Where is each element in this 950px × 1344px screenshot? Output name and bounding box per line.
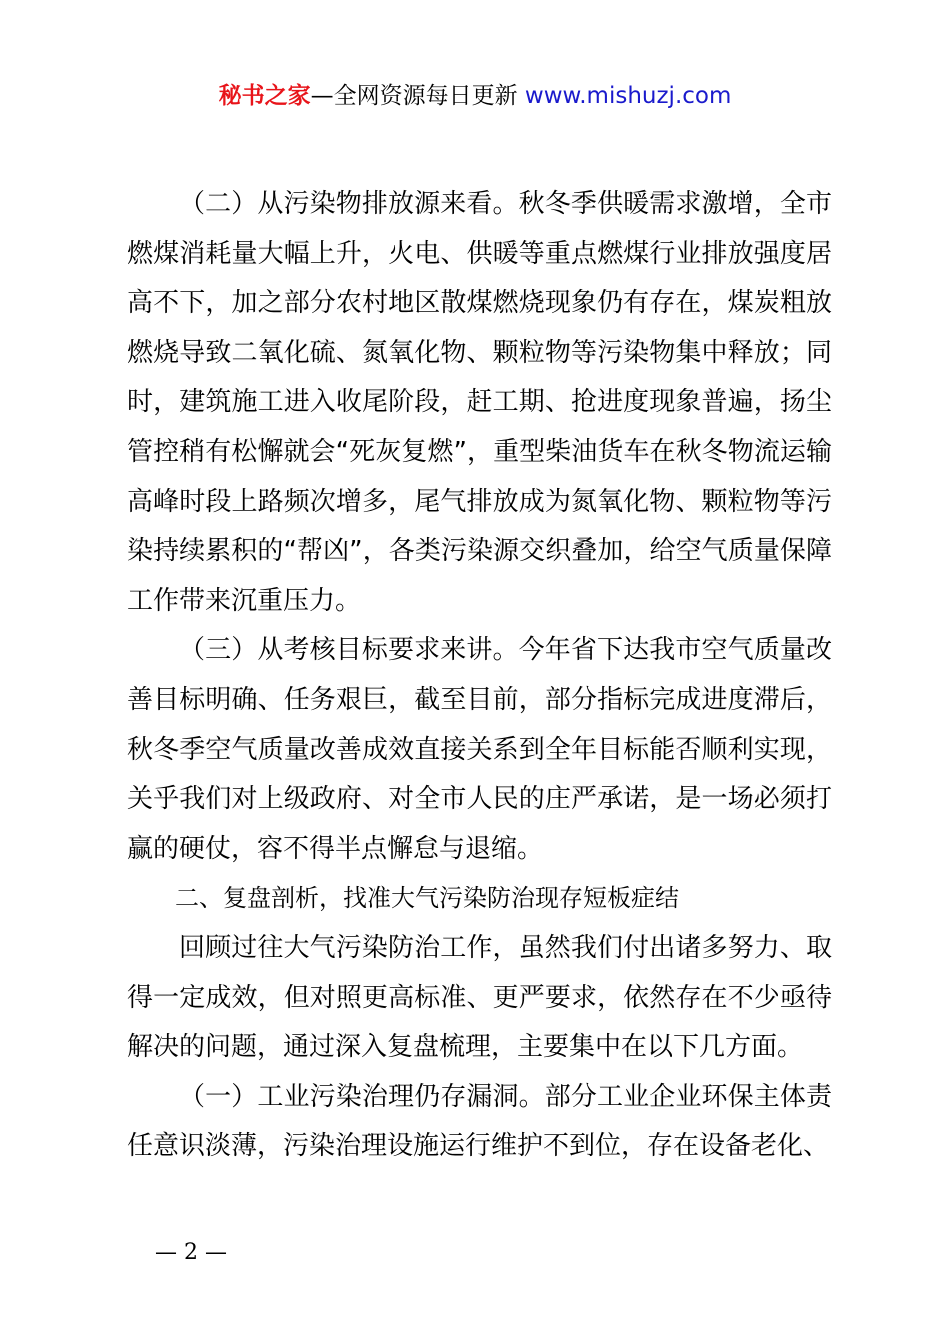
paragraph-assessment-targets: （三）从考核目标要求来讲。今年省下达我市空气质量改善目标明确、任务艰巨，截至目前，部分指标完成进度滞后，秋冬季空气质量改善成效直接关系到全年目标能否顺利实现，关乎我们对上级政府、对全市人民的庄严承诺，是一场必须打赢的硬仗，容不得半点懈怠与退缩。 xyxy=(127,635,832,864)
site-slogan: —全网资源每日更新 xyxy=(310,83,518,109)
site-url-link[interactable]: www.mishuzj.com xyxy=(524,83,732,109)
section-heading: 二、复盘剖析，找准大气污染防治现存短板症结 xyxy=(175,884,679,913)
paragraph-industrial-pollution: （一）工业污染治理仍存漏洞。部分工业企业环保主体责任意识淡薄，污染治理设施运行维护不到位，存在设备老化、 xyxy=(127,1081,832,1162)
site-brand: 秘书之家 xyxy=(218,83,311,109)
document-body xyxy=(127,180,832,1172)
paragraph-review: 回顾过往大气污染防治工作，虽然我们付出诸多努力、取得一定成效，但对照更高标准、更严要求，依然存在不少亟待解决的问题，通过深入复盘梳理，主要集中在以下几方面。 xyxy=(127,932,832,1063)
paragraph-pollution-sources: （二）从污染物排放源来看。秋冬季供暖需求激增，全市燃煤消耗量大幅上升，火电、供暖等重点燃煤行业排放强度居高不下，加之部分农村地区散煤燃烧现象仍有存在，煤炭粗放燃烧导致二氧化硫、氮氧化物、颗粒物等污染物集中释放；同时，建筑施工进入收尾阶段，赶工期、抢进度现象普遍，扬尘管控稍有松懈就会“死灰复燃”，重型柴油货车在秋冬物流运输高峰时段上路频次增多，尾气排放成为氮氧化物、颗粒物等污染持续累积的“帮凶”，各类污染源交织叠加，给空气质量保障工作带来沉重压力。 xyxy=(127,189,832,616)
site-banner xyxy=(0,80,950,112)
page-number: — 2 — xyxy=(155,1240,227,1265)
